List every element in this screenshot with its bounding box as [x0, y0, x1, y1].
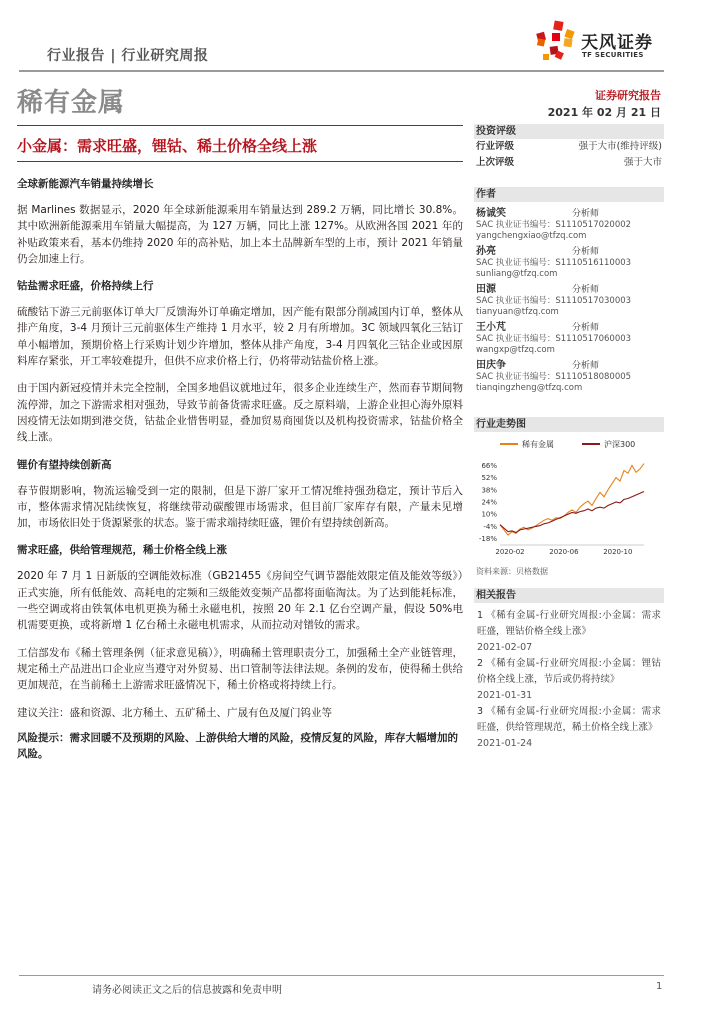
report-title: 小金属：需求旺盛，锂钴、稀土价格全线上涨	[17, 137, 318, 155]
section-heading: 需求旺盛，供给管理规范，稀土价格全线上涨	[17, 544, 227, 557]
author-sac: SAC 执业证书编号：S1110517020002	[476, 220, 632, 230]
author-email[interactable]: sunliang@tfzq.com	[476, 269, 558, 279]
series-line-hs300	[500, 492, 644, 533]
suggestion: 建议关注：盛和资源、北方稀土、五矿稀土、广晟有色及厦门钨业等	[17, 706, 332, 719]
risk-warning: 风险提示：需求回暖不及预期的风险、上游供给大增的风险，疫情反复的风险，库存大幅增加的风险。	[17, 731, 458, 761]
y-tick-label: -4%	[483, 522, 497, 531]
related-report-link[interactable]: 1 《稀有金属-行业研究周报:小金属：需求旺盛，锂钴价格全线上涨》	[477, 610, 661, 637]
paragraph: 据 Marlines 数据显示，2020 年全球新能源乘用车销量达到 289.2 万辆，同比增长 30.8%。其中欧洲新能源乘用车销量大幅提高，为 127 万辆，同比上涨 127%。从欧洲各国 2021 年的补贴政策来看，基本仍维持 2020 年的高补贴，加上本土品牌新车型的上市，预计 2021 年销量仍会加速上行。	[17, 204, 463, 265]
legend-label-rare-metal: 稀有金属	[522, 440, 554, 449]
y-tick-label: -18%	[478, 535, 497, 544]
paragraph: 硫酸钴下游三元前驱体订单大厂反馈海外订单确定增加，因产能有限部分削减国内订单，整体从排产角度，3-4 月预计三元前驱体生产维持 1 月水平，较 2 月有所增加。3C 领域四氧化三钴订单小幅增加，预期价格上行采购计划少许增加，整体从排产角度，3-4 月四氧化三钴企业或因原料库存紧张，开工率较难提升，但供不应求价格上行，仍将带动钴盐价格上涨。	[17, 306, 463, 368]
paragraph: 2020 年 7 月 1 日新版的空调能效标准（GB21455《房间空气调节器能效限定值及能效等级》）正式实施，所有低能效、高耗电的定频和三级能效变频产品都将面临淘汰。为了达到能耗标准，一些空调或将由铁氧体电机更换为稀土永磁电机，按照 20 年 2.1 亿台空调产量，假设 50%电机需要更换，或将新增 1 亿台稀土永磁电机需求，从而拉动对镨钕的需求。	[17, 570, 463, 632]
trend-heading-wrap	[474, 417, 664, 432]
prev-rating-row	[474, 155, 664, 171]
related-reports	[474, 588, 664, 752]
author-sac: SAC 执业证书编号：S1110518080005	[476, 372, 632, 382]
x-axis	[495, 545, 644, 556]
title-divider-top	[17, 125, 463, 126]
author-email[interactable]: tianqingzheng@tfzq.com	[476, 383, 583, 393]
report-date: 2021 年 02 月 21 日	[547, 106, 661, 119]
paragraph: 春节假期影响，物流运输受到一定的限制，但是下游厂家开工情况维持强劲稳定，预计节后入市，整体需求情况陆续恢复，将继续带动碳酸锂市场需求，但目前厂家库存有限，产量未见增加，市场依旧处于货源紧张的状态。鉴于需求端持续旺盛，锂价有望持续创新高。	[17, 484, 463, 530]
doc-type: 证券研究报告	[595, 89, 661, 102]
related-report-date: 2021-02-07	[477, 642, 533, 653]
industry-rating-label: 行业评级	[476, 141, 515, 152]
author-email[interactable]: tianyuan@tfzq.com	[476, 307, 559, 317]
author-email[interactable]: yangchengxiao@tfzq.com	[476, 231, 587, 241]
series-lines	[500, 464, 644, 535]
x-tick-label: 2020-02	[495, 548, 525, 556]
author-role: 分析师	[572, 209, 600, 219]
x-tick-label: 2020-10	[603, 548, 633, 556]
title-divider-bottom	[17, 161, 463, 162]
x-tick-label: 2020-06	[549, 548, 579, 556]
author-role: 分析师	[572, 361, 600, 371]
y-tick-label: 66%	[481, 461, 497, 470]
prev-rating-label: 上次评级	[476, 157, 515, 168]
header-divider	[19, 70, 664, 72]
rating-panel	[474, 124, 664, 171]
chart-legend	[500, 439, 635, 449]
rating-heading: 投资评级	[474, 124, 664, 139]
chart-source: 资料来源：贝格数据	[476, 567, 548, 576]
y-tick-label: 38%	[481, 486, 497, 495]
author-card	[474, 208, 664, 242]
logo-subtext: TF SECURITIES	[582, 51, 644, 59]
footer-divider	[19, 975, 664, 976]
trend-chart	[474, 435, 664, 575]
author-name: 孙亮	[476, 246, 496, 257]
author-sac: SAC 执业证书编号：S1110517060003	[476, 334, 632, 344]
y-tick-label: 52%	[481, 474, 497, 483]
author-role: 分析师	[572, 285, 600, 295]
page-number: 1	[656, 981, 663, 992]
section-heading: 全球新能源汽车销量持续增长	[17, 178, 154, 190]
author-card	[474, 284, 664, 318]
report-category: 行业报告 | 行业研究周报	[47, 48, 209, 64]
author-role: 分析师	[572, 323, 600, 333]
author-role: 分析师	[572, 247, 600, 257]
series-line-rare-metal	[500, 464, 644, 535]
y-tick-label: 10%	[481, 510, 497, 519]
main-content	[17, 176, 463, 762]
y-axis	[479, 462, 497, 543]
legend-label-hs300: 沪深300	[604, 440, 636, 449]
author-name: 田庆争	[476, 360, 506, 371]
paragraph: 由于国内新冠疫情并未完全控制，全国多地倡议就地过年，很多企业连续生产，然而春节期间物流停滞，加之下游需求相对强劲，导致节前备货需求旺盛。反之原料端，上游企业担心海外原料因疫情无法如期到港交货，钴盐企业惜售明显，叠加贸易商囤货以及机构投资需求，钴盐价格全线上涨。	[17, 382, 463, 444]
prev-rating-value: 强于大市	[623, 157, 662, 168]
sector-title: 稀有金属	[17, 88, 126, 118]
related-report-date: 2021-01-31	[477, 690, 533, 701]
related-report-date: 2021-01-24	[477, 738, 533, 749]
author-sac: SAC 执业证书编号：S1110517030003	[476, 296, 632, 306]
y-tick-label: 24%	[481, 498, 497, 507]
author-name: 田源	[476, 284, 496, 295]
trend-heading: 行业走势图	[474, 417, 664, 432]
industry-rating-row	[474, 139, 664, 155]
related-report-link[interactable]: 2 《稀有金属-行业研究周报:小金属：锂钴价格全线上涨，节后或仍将持续》	[477, 658, 661, 685]
industry-rating-value: 强于大市(维持评级)	[578, 141, 662, 152]
section-heading: 锂价有望持续创新高	[17, 458, 112, 471]
author-card	[474, 322, 664, 356]
logo-text: 天风证券	[581, 33, 653, 53]
disclaimer-link[interactable]: 请务必阅读正文之后的信息披露和免责申明	[92, 985, 282, 996]
section-heading: 钴盐需求旺盛，价格持续上行	[17, 280, 154, 293]
authors-heading: 作者	[474, 187, 664, 202]
related-heading: 相关报告	[474, 588, 664, 603]
author-email[interactable]: wangxp@tfzq.com	[476, 345, 555, 355]
author-name: 王小芃	[476, 322, 506, 333]
paragraph: 工信部发布《稀土管理条例（征求意见稿）》，明确稀土管理职责分工，加强稀土全产业链管理，规定稀土产品进出口企业应当遵守对外贸易、出口管制等法律法规。条例的发布，使得稀土供给更加规范，在当前稀土上游需求旺盛情况下，稀土价格或将持续上行。	[17, 646, 463, 692]
author-sac: SAC 执业证书编号：S1110516110003	[476, 258, 632, 268]
author-card	[474, 360, 664, 394]
author-card	[474, 246, 664, 280]
related-report-link[interactable]: 3 《稀有金属-行业研究周报:小金属：需求旺盛，供给管理规范，稀土价格全线上涨》	[477, 706, 661, 733]
authors-panel	[474, 187, 664, 394]
author-name: 杨诚笑	[476, 208, 506, 219]
